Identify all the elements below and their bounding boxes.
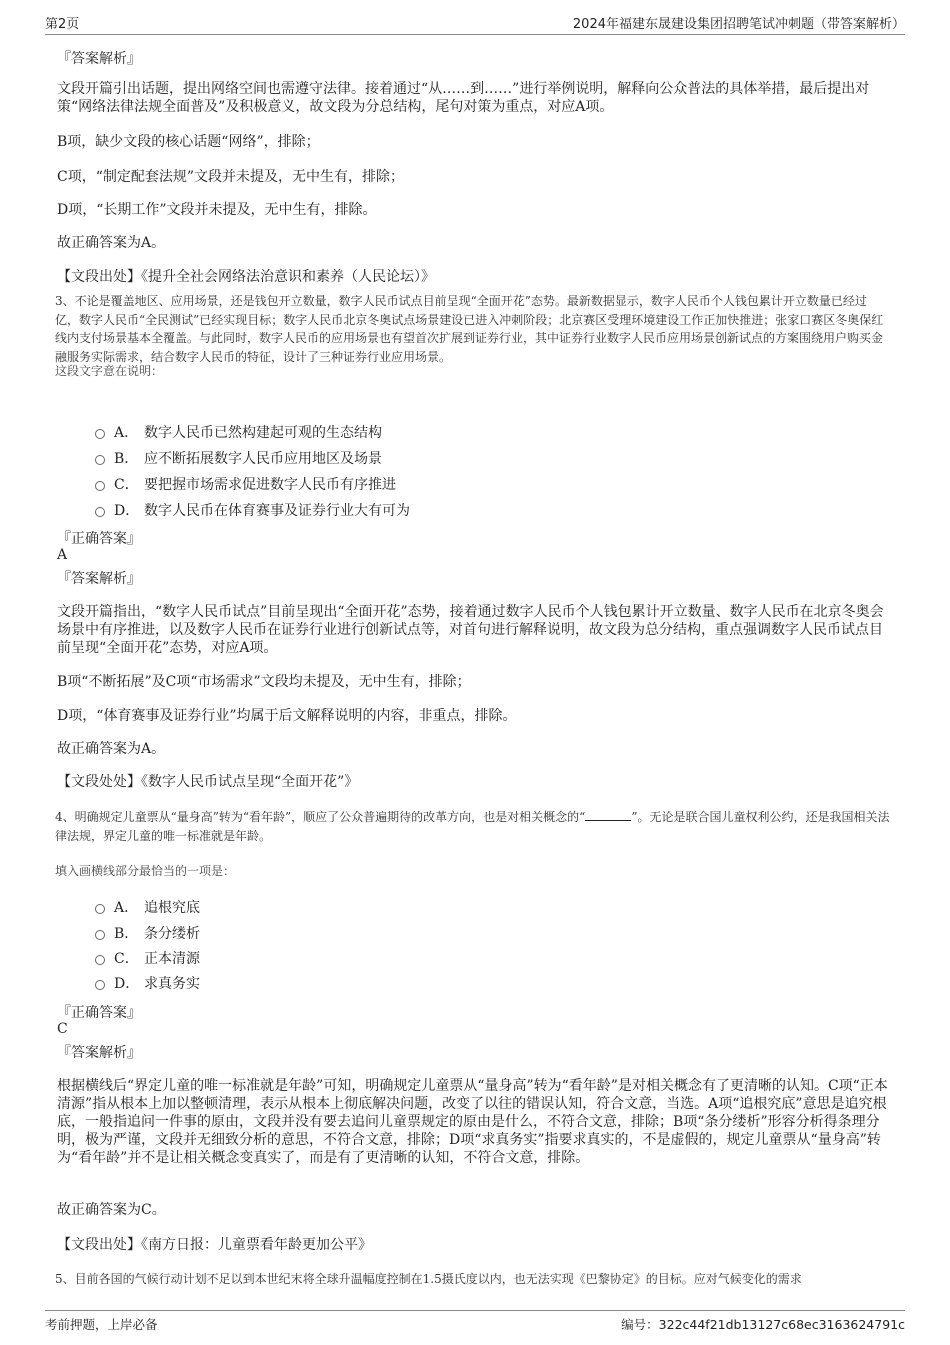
option-text: 应不断拓展数字人民币应用地区及场景 xyxy=(144,451,382,467)
radio-icon[interactable] xyxy=(95,507,105,517)
radio-icon[interactable] xyxy=(95,455,105,465)
option-text: 正本清源 xyxy=(144,951,200,967)
correct-answer-label: 『正确答案』 xyxy=(57,531,141,547)
option-letter: D． xyxy=(114,976,140,992)
option-letter: C． xyxy=(114,477,139,493)
document-id xyxy=(621,1315,905,1333)
option-c[interactable] xyxy=(95,948,200,968)
analysis-conclusion: 故正确答案为C。 xyxy=(57,1202,166,1218)
source-citation: 【文段出处】《南方日报：儿童票看年龄更加公平》 xyxy=(57,1237,372,1253)
option-letter: A． xyxy=(114,425,139,441)
option-text: 要把握市场需求促进数字人民币有序推进 xyxy=(144,477,396,493)
option-letter: D． xyxy=(114,503,140,519)
analysis-paragraph: C项，“制定配套法规”文段并未提及，无中生有，排除； xyxy=(57,169,405,185)
option-d[interactable] xyxy=(95,500,410,520)
option-a[interactable] xyxy=(95,422,382,442)
option-letter: C． xyxy=(114,951,139,967)
question-stem: 3、不论是覆盖地区、应用场景，还是钱包开立数量，数字人民币试点目前呈现“全面开花”态势。最新数据显示，数字人民币个人钱包累计开立数量已经过亿，数字人民币“全民测试”已经实现目标；数字人民币北京冬奥试点场景建设已进入冲刺阶段；北京赛区受理环境建设工作正加快推进；张家口赛区冬奥保红线内支付场景基本全覆盖。与此同时，数字人民币的应用场景也有望首次扩展到证券行业，其中证券行业数字人民币应用场景创新试点的方案围绕用户购买金融服务实际需求，结合数字人民币的特征，设计了三种证券行业应用场景。 xyxy=(55,294,884,364)
radio-icon[interactable] xyxy=(95,955,105,965)
analysis-paragraph: D项，“体育赛事及证券行业”均属于后文解释说明的内容，非重点，排除。 xyxy=(57,708,517,724)
radio-icon[interactable] xyxy=(95,429,105,439)
question-stem-part: ”。无论是联合国儿童权利公约，还是我国相关法律法规，界定儿童的唯一标准就是年龄。 xyxy=(55,810,890,843)
option-b[interactable] xyxy=(95,923,200,943)
analysis-paragraph: 文段开篇引出话题，提出网络空间也需遵守法律。接着通过“从……到……”进行举例说明，解释向公众普法的具体举措，最后提出对策“网络法律法规全面普及”及积极意义，故文段为分总结构，尾句对策为重点，对应A项。 xyxy=(57,81,870,115)
option-letter: B． xyxy=(114,451,139,467)
document-id-label: 编号： xyxy=(621,1317,659,1332)
analysis-paragraph: B项，缺少文段的核心话题“网络”，排除； xyxy=(57,134,320,150)
source-citation: 【文段出处】《提升全社会网络法治意识和素养（人民论坛）》 xyxy=(57,269,435,285)
footer-slogan: 考前押题，上岸必备 xyxy=(45,1317,158,1332)
analysis-label: 『答案解析』 xyxy=(57,51,141,67)
fill-blank[interactable] xyxy=(585,810,631,821)
question-prompt: 填入画横线部分最恰当的一项是： xyxy=(55,864,236,878)
option-text: 条分缕析 xyxy=(144,926,200,942)
analysis-label: 『答案解析』 xyxy=(57,571,141,587)
option-text: 数字人民币在体育赛事及证券行业大有可为 xyxy=(144,503,410,519)
question-stem-part: 4、明确规定儿童票从“量身高”转为“看年龄”，顺应了公众普遍期待的改革方向，也是对相关概念的“ xyxy=(55,810,586,824)
document-title: 2024年福建东晟建设集团招聘笔试冲刺题（带答案解析） xyxy=(572,17,905,32)
analysis-label: 『答案解析』 xyxy=(57,1045,141,1061)
page-header xyxy=(45,8,905,35)
option-c[interactable] xyxy=(95,474,396,494)
correct-answer: A xyxy=(57,547,68,563)
question-stem xyxy=(55,808,890,845)
radio-icon[interactable] xyxy=(95,481,105,491)
page-footer xyxy=(45,1310,905,1333)
option-text: 追根究底 xyxy=(144,900,200,916)
analysis-paragraph: 文段开篇指出，“数字人民币试点”目前呈现出“全面开花”态势，接着通过数字人民币个人钱包累计开立数量、数字人民币在北京冬奥会场景中有序推进，以及数字人民币在证券行业进行创新试点等，对首句进行解释说明，故文段为总分结构，重点强调数字人民币试点目前呈现“全面开花”态势，对应A项。 xyxy=(57,604,884,656)
source-citation: 【文段处处】《数字人民币试点呈现“全面开花”》 xyxy=(57,774,359,790)
correct-answer-label: 『正确答案』 xyxy=(57,1005,141,1021)
option-d[interactable] xyxy=(95,973,200,993)
option-letter: A． xyxy=(114,900,139,916)
document-id-value: 322c44f21db13127c68ec3163624791c xyxy=(658,1317,905,1332)
analysis-conclusion: 故正确答案为A。 xyxy=(57,235,166,251)
radio-icon[interactable] xyxy=(95,930,105,940)
radio-icon[interactable] xyxy=(95,904,105,914)
radio-icon[interactable] xyxy=(95,980,105,990)
option-text: 求真务实 xyxy=(144,976,200,992)
analysis-paragraph: 根据横线后“界定儿童的唯一标准就是年龄”可知，明确规定儿童票从“量身高”转为“看年龄”是对相关概念有了更清晰的认知。C项“正本清源”指从根本上加以整顿清理，表示从根本上彻底解决问题，改变了以往的错误认知，符合文意，当选。A项“追根究底”意思是追究根底，一般指追问一件事的原由，文段并没有要去追问儿童票规定的原由是什么，不符合文意，排除；B项“条分缕析”形容分析得条理分明，极为严谨，文段并无细致分析的意思，不符合文意，排除；D项“求真务实”指要求真实的，不是虚假的，规定儿童票从“量身高”转为“看年龄”并不是让相关概念变真实了，而是有了更清晰的认知，不符合文意，排除。 xyxy=(57,1078,888,1166)
question-prompt: 这段文字意在说明： xyxy=(55,364,164,378)
correct-answer: C xyxy=(57,1021,68,1037)
analysis-paragraph: D项，“长期工作”文段并未提及，无中生有，排除。 xyxy=(57,202,377,218)
option-a[interactable] xyxy=(95,897,200,917)
option-letter: B． xyxy=(114,926,139,942)
option-b[interactable] xyxy=(95,448,382,468)
question-stem: 5、目前各国的气候行动计划不足以到本世纪末将全球升温幅度控制在1.5摄氏度以内，也无法实现《巴黎协定》的目标。应对气候变化的需求 xyxy=(55,1272,802,1286)
analysis-paragraph: B项“不断拓展”及C项“市场需求”文段均未提及，无中生有，排除； xyxy=(57,674,471,690)
page-number: 第2页 xyxy=(45,17,80,32)
option-text: 数字人民币已然构建起可观的生态结构 xyxy=(144,425,382,441)
analysis-conclusion: 故正确答案为A。 xyxy=(57,741,166,757)
